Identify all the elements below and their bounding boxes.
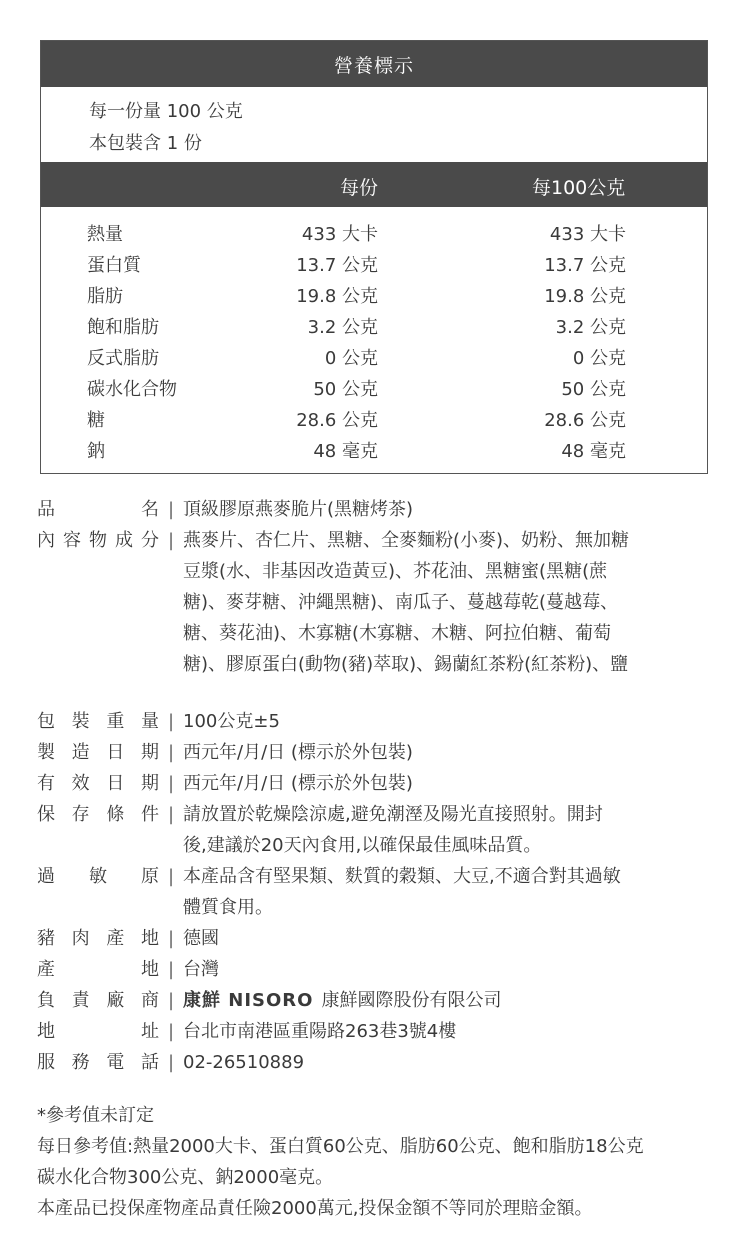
brand-logo: 康鮮 NISORO	[183, 990, 314, 1011]
separator: |	[167, 804, 175, 825]
nutrition-row	[41, 343, 707, 374]
separator: |	[167, 1021, 175, 1042]
origin-label: 產 地	[37, 959, 159, 980]
serving-info	[41, 87, 707, 162]
serving-size: 每一份量 100 公克	[89, 101, 243, 122]
ingredients-row	[37, 525, 717, 680]
per-100g-value: 3.2 公克	[555, 317, 626, 338]
separator: |	[167, 990, 175, 1011]
separator: |	[167, 530, 175, 551]
expiry-date-row	[37, 768, 717, 799]
nutrient-name: 脂肪	[87, 286, 123, 307]
footnote	[37, 1100, 717, 1224]
nutrition-row	[41, 405, 707, 436]
insurance-note: 本產品已投保產物產品責任險2000萬元,投保金額不等同於理賠金額。	[37, 1198, 593, 1219]
per-100g-value: 48 毫克	[561, 441, 626, 462]
per-100g-value: 19.8 公克	[544, 286, 626, 307]
separator: |	[167, 499, 175, 520]
daily-reference-line-1: 每日參考值:熱量2000大卡、蛋白質60公克、脂肪60公克、飽和脂肪18公克	[37, 1136, 644, 1157]
storage-value: 請放置於乾燥陰涼處,避免潮溼及陽光直接照射。開封 後,建議於20天內食用,以確保最佳風味品質。	[183, 804, 603, 856]
product-name-row	[37, 494, 717, 525]
manufacture-date-value: 西元年/月/日 (標示於外包裝)	[183, 742, 413, 763]
pork-origin-label: 豬 肉 產 地	[37, 928, 159, 949]
per-serving-value: 3.2 公克	[307, 317, 378, 338]
net-weight-value: 100公克±5	[183, 711, 280, 732]
nutrition-rows	[41, 207, 707, 467]
per-serving-value: 50 公克	[313, 379, 378, 400]
separator: |	[167, 742, 175, 763]
nutrient-name: 碳水化合物	[87, 379, 177, 400]
per-100g-value: 433 大卡	[549, 224, 626, 245]
nutrition-row	[41, 312, 707, 343]
ingredients-value: 燕麥片、杏仁片、黑糖、全麥麵粉(小麥)、奶粉、無加糖 豆漿(水、非基因改造黃豆)、芥花油、黑糖蜜(黑糖(蔗 糖)、麥芽糖、沖繩黑糖)、南瓜子、蔓越莓乾(蔓越莓、 糖、葵花油)、木寡糖(木寡糖、木糖、阿拉伯糖、葡萄 糖)、膠原蛋白(動物(豬)萃取)、錫蘭紅茶粉(紅茶粉)、鹽	[183, 530, 630, 675]
per-serving-value: 13.7 公克	[296, 255, 378, 276]
nutrient-name: 飽和脂肪	[87, 317, 159, 338]
net-weight-row	[37, 706, 717, 737]
manufacturer-name: 康鮮國際股份有限公司	[321, 990, 502, 1011]
expiry-date-label: 有 效 日 期	[37, 773, 159, 794]
per-100g-header: 每100公克	[532, 177, 626, 199]
nutrition-row	[41, 436, 707, 467]
separator: |	[167, 1052, 175, 1073]
per-serving-value: 48 毫克	[313, 441, 378, 462]
allergens-value: 本產品含有堅果類、麩質的穀類、大豆,不適合對其過敏 體質食用。	[183, 866, 621, 918]
per-100g-value: 0 公克	[572, 348, 626, 369]
address-value: 台北市南港區重陽路263巷3號4樓	[183, 1021, 457, 1042]
nutrient-name: 糖	[87, 410, 105, 431]
separator: |	[167, 959, 175, 980]
nutrition-facts-table	[40, 40, 708, 474]
allergens-row	[37, 861, 717, 923]
ref-note: *參考值未訂定	[37, 1105, 154, 1126]
nutrient-name: 反式脂肪	[87, 348, 159, 369]
phone-row	[37, 1047, 717, 1078]
servings-per-package: 本包裝含 1 份	[89, 133, 202, 154]
origin-value: 台灣	[183, 959, 219, 980]
per-100g-value: 28.6 公克	[544, 410, 626, 431]
separator: |	[167, 866, 175, 887]
per-100g-value: 50 公克	[561, 379, 626, 400]
address-label: 地 址	[37, 1021, 159, 1042]
per-serving-value: 0 公克	[324, 348, 378, 369]
per-serving-header: 每份	[340, 177, 379, 199]
pork-origin-row	[37, 923, 717, 954]
nutrition-row	[41, 281, 707, 312]
expiry-date-value: 西元年/月/日 (標示於外包裝)	[183, 773, 413, 794]
manufacturer-row	[37, 985, 717, 1016]
phone-label: 服 務 電 話	[37, 1052, 159, 1073]
pork-origin-value: 德國	[183, 928, 219, 949]
nutrition-row	[41, 374, 707, 405]
nutrition-row	[41, 250, 707, 281]
allergens-label: 過 敏 原	[37, 866, 159, 887]
storage-row	[37, 799, 717, 861]
separator: |	[167, 928, 175, 949]
per-serving-value: 433 大卡	[301, 224, 378, 245]
manufacture-date-label: 製 造 日 期	[37, 742, 159, 763]
manufacture-date-row	[37, 737, 717, 768]
product-name-label: 品 名	[37, 499, 159, 520]
nutrition-column-header	[41, 162, 707, 207]
net-weight-label: 包 裝 重 量	[37, 711, 159, 732]
ingredients-label: 內 容 物 成 分	[37, 530, 159, 551]
per-100g-value: 13.7 公克	[544, 255, 626, 276]
daily-reference-line-2: 碳水化合物300公克、鈉2000毫克。	[37, 1167, 334, 1188]
product-info	[37, 494, 717, 1078]
storage-label: 保 存 條 件	[37, 804, 159, 825]
separator: |	[167, 711, 175, 732]
per-serving-value: 28.6 公克	[296, 410, 378, 431]
nutrient-name: 熱量	[87, 224, 123, 245]
origin-row	[37, 954, 717, 985]
manufacturer-value	[183, 985, 717, 1016]
product-name-value: 頂級膠原燕麥脆片(黑糖烤茶)	[183, 499, 414, 520]
nutrition-row	[41, 219, 707, 250]
nutrient-name: 鈉	[87, 441, 105, 462]
phone-value: 02-26510889	[183, 1052, 305, 1073]
address-row	[37, 1016, 717, 1047]
nutrient-name: 蛋白質	[87, 255, 141, 276]
per-serving-value: 19.8 公克	[296, 286, 378, 307]
separator: |	[167, 773, 175, 794]
manufacturer-label: 負 責 廠 商	[37, 990, 159, 1011]
nutrition-title: 營養標示	[41, 41, 707, 87]
